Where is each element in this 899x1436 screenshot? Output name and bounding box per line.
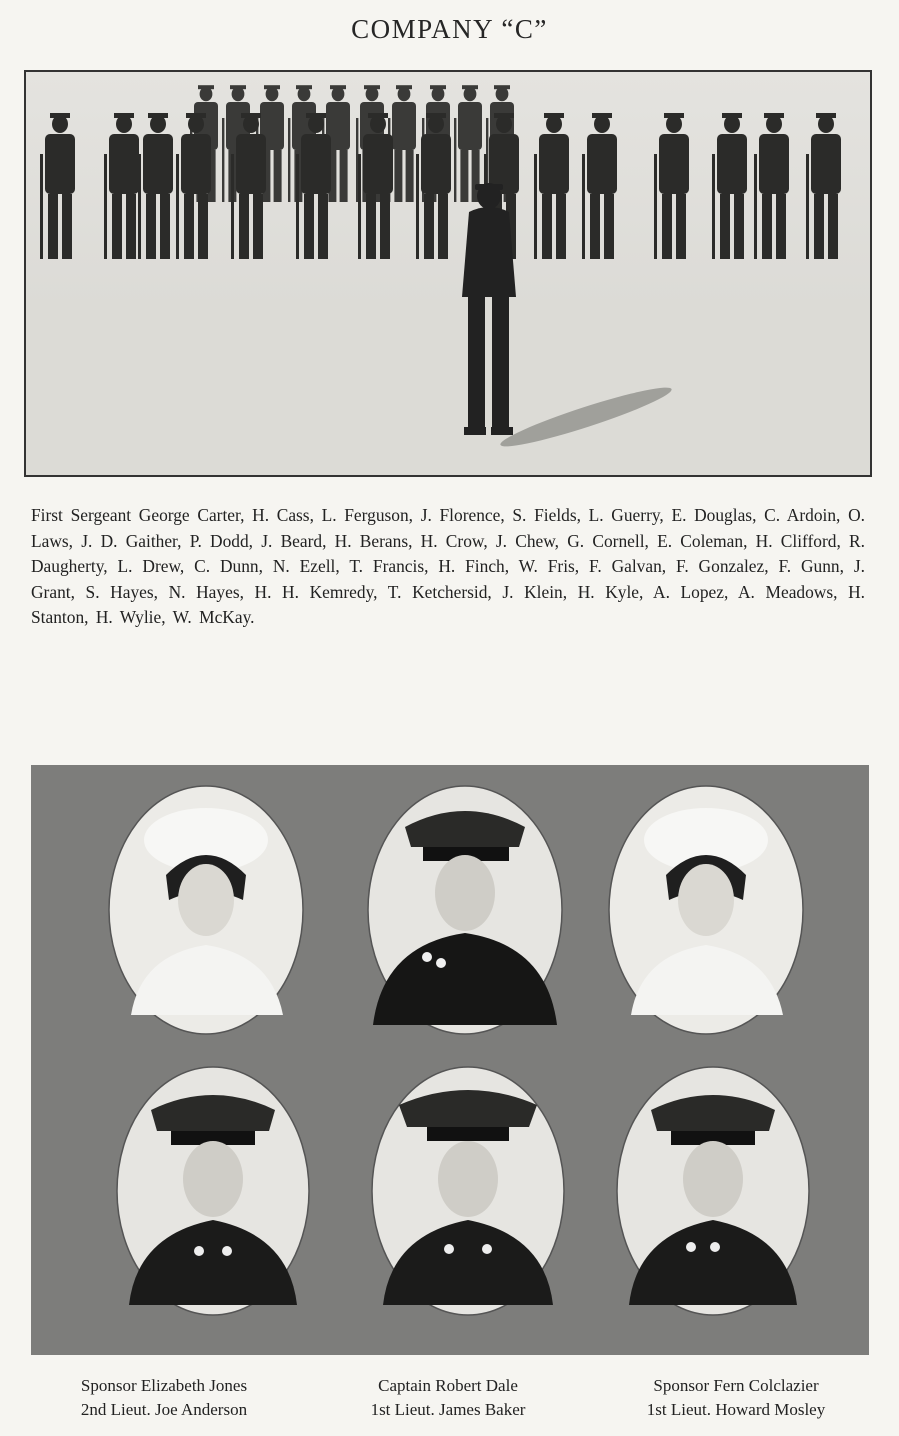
portrait-panel <box>31 765 869 1355</box>
page-title: COMPANY “C” <box>351 14 548 44</box>
portrait-lieut-joe-anderson <box>117 1067 309 1315</box>
caption-right-line2: 1st Lieut. Howard Mosley <box>646 1400 826 1419</box>
caption-center-line2: 1st Lieut. James Baker <box>370 1400 526 1419</box>
caption-center <box>308 1374 588 1422</box>
portrait-sponsor-fern-colclazier <box>609 786 803 1034</box>
caption-left <box>24 1374 304 1422</box>
caption-left-line1: Sponsor Elizabeth Jones <box>80 1376 248 1395</box>
caption-right-line1: Sponsor Fern Colclazier <box>653 1376 819 1395</box>
caption-left-line2: 2nd Lieut. Joe Anderson <box>80 1400 248 1419</box>
portrait-lieut-howard-mosley <box>617 1067 809 1315</box>
company-group-photo <box>24 70 872 477</box>
caption-right <box>596 1374 876 1422</box>
portrait-lieut-james-baker <box>372 1067 564 1315</box>
roster-text: First Sergeant George Carter, H. Cass, L. Ferguson, J. Florence, S. Fields, L. Guerry, E. Douglas, C. Ardoin, O. Laws, J. D. Gaither, P. Dodd, J. Beard, H. Berans, H. Crow, J. Chew, G. Cornell, E. Coleman, H. Clifford, R. Daugherty, L. Drew, C. Dunn, N. Ezell, T. Francis, H. Finch, W. Fris, F. Galvan, F. Gonzalez, F. Gunn, J. Grant, S. Hayes, N. Hayes, H. H. Kemredy, T. Ketchersid, J. Klein, H. Kyle, A. Lopez, A. Meadows, H. Stanton, H. Wylie, W. McKay. <box>31 505 865 628</box>
caption-center-line1: Captain Robert Dale <box>378 1376 518 1395</box>
portrait-captain-robert-dale <box>368 786 562 1034</box>
portrait-sponsor-elizabeth-jones <box>109 786 303 1034</box>
